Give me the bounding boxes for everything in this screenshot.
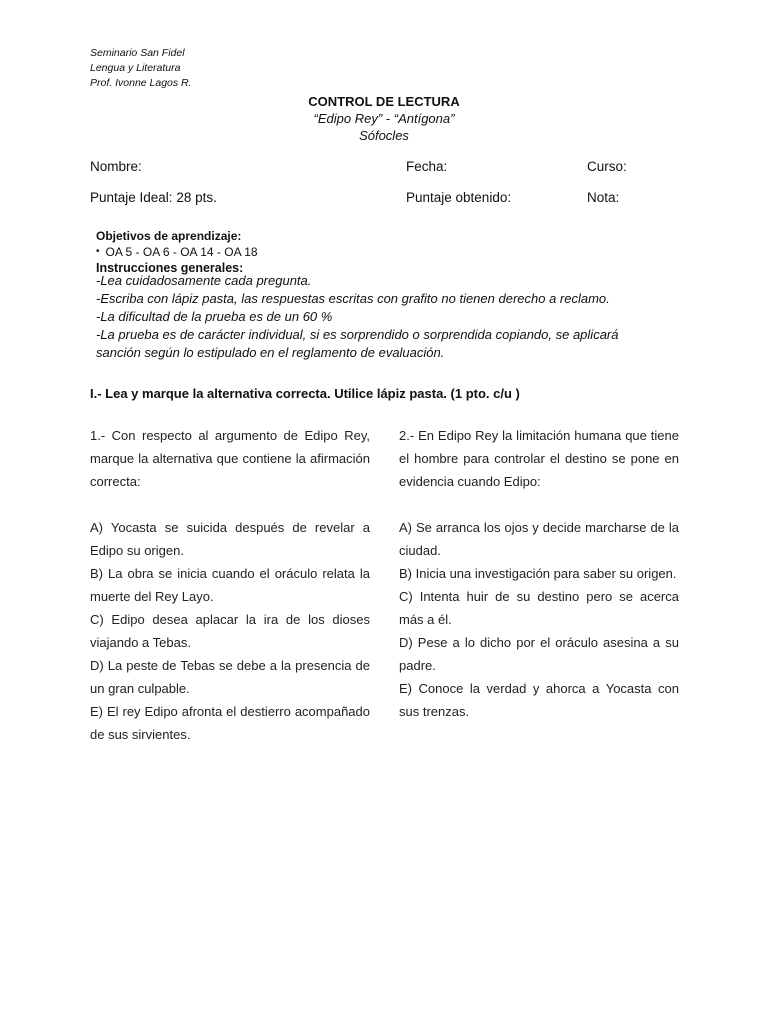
question-2-text: 2.- En Edipo Rey la limitación humana que tiene el hombre para controlar el destino se pone en evidencia cuando Edipo: bbox=[399, 428, 679, 489]
question-1-option-c[interactable]: C) Edipo desea aplacar la ira de los dioses viajando a Tebas. bbox=[90, 612, 370, 650]
question-1-text: 1.- Con respecto al argumento de Edipo Rey, marque la alternativa que contiene la afirmación correcta: bbox=[90, 428, 370, 489]
question-1-option-e[interactable]: E) El rey Edipo afronta el destierro acompañado de sus sirvientes. bbox=[90, 704, 370, 742]
question-2-option-b[interactable]: B) Inicia una investigación para saber su origen. bbox=[399, 566, 677, 581]
question-2-option-e[interactable]: E) Conoce la verdad y ahorca a Yocasta con sus trenzas. bbox=[399, 681, 679, 719]
section-title: I.- Lea y marque la alternativa correcta. Utilice lápiz pasta. (1 pto. c/u ) bbox=[90, 386, 520, 401]
bullet-icon: • bbox=[96, 246, 100, 257]
instructions-list bbox=[96, 272, 696, 362]
instruction-line: -Lea cuidadosamente cada pregunta. bbox=[96, 273, 312, 288]
nota-field: Nota: bbox=[587, 190, 620, 205]
school-name: Seminario San Fidel bbox=[90, 47, 185, 59]
question-2-option-c[interactable]: C) Intenta huir de su destino pero se acerca más a él. bbox=[399, 589, 679, 627]
fecha-field: Fecha: bbox=[406, 159, 448, 174]
works-title: “Edipo Rey” - “Antígona” bbox=[313, 111, 455, 126]
question-1-option-b[interactable]: B) La obra se inicia cuando el oráculo relata la muerte del Rey Layo. bbox=[90, 566, 370, 604]
instruction-line: -Escriba con lápiz pasta, las respuestas escritas con grafito no tienen derecho a reclamo. bbox=[96, 291, 610, 306]
subject-name: Lengua y Literatura bbox=[90, 62, 181, 74]
instruction-line: -La dificultad de la prueba es de un 60 % bbox=[96, 309, 333, 324]
question-1-option-a[interactable]: A) Yocasta se suicida después de revelar a Edipo su origen. bbox=[90, 520, 370, 558]
objectives-title: Objetivos de aprendizaje: bbox=[96, 229, 242, 243]
objectives-list bbox=[96, 244, 258, 260]
school-header bbox=[90, 46, 192, 91]
objectives-codes: OA 5 - OA 6 - OA 14 - OA 18 bbox=[105, 245, 258, 259]
puntaje-ideal-field: Puntaje Ideal: 28 pts. bbox=[90, 190, 217, 205]
nombre-field: Nombre: bbox=[90, 159, 142, 174]
teacher-name: Prof. Ivonne Lagos R. bbox=[90, 77, 192, 89]
title-block bbox=[0, 93, 768, 144]
question-2 bbox=[399, 424, 679, 723]
author-name: Sófocles bbox=[359, 128, 409, 143]
instructions-title: Instrucciones generales: bbox=[96, 261, 244, 275]
instruction-line: -La prueba es de carácter individual, si es sorprendido o sorprendida copiando, se aplicará bbox=[96, 327, 619, 342]
objectives-block bbox=[96, 228, 258, 276]
question-2-option-a[interactable]: A) Se arranca los ojos y decide marcharse de la ciudad. bbox=[399, 520, 679, 558]
instruction-line: sanción según lo estipulado en el reglamento de evaluación. bbox=[96, 345, 445, 360]
curso-field: Curso: bbox=[587, 159, 627, 174]
question-2-option-d[interactable]: D) Pese a lo dicho por el oráculo asesina a su padre. bbox=[399, 635, 679, 673]
question-1-option-d[interactable]: D) La peste de Tebas se debe a la presencia de un gran culpable. bbox=[90, 658, 370, 696]
question-1 bbox=[90, 424, 370, 746]
puntaje-obtenido-field: Puntaje obtenido: bbox=[406, 190, 512, 205]
exam-title: CONTROL DE LECTURA bbox=[308, 94, 460, 109]
